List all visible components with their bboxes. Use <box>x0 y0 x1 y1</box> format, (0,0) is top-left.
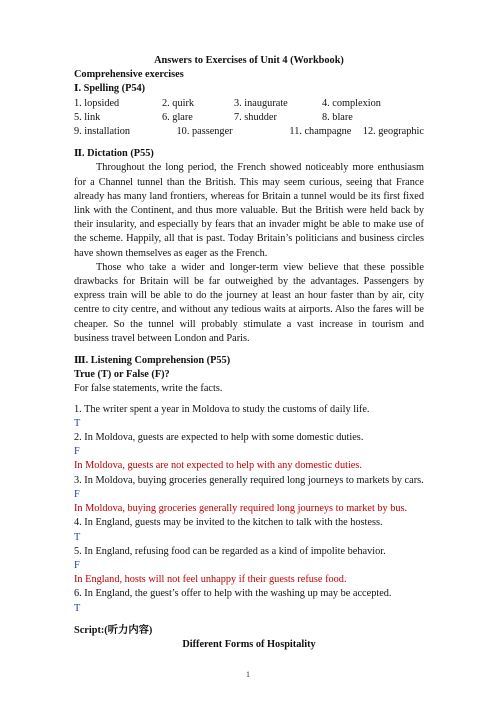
question-3: 3. In Moldova, buying groceries generally required long journeys to markets by cars. <box>74 474 424 486</box>
document-title: Answers to Exercises of Unit 4 (Workbook) <box>154 55 344 66</box>
true-false-heading: True (T) or False (F)? <box>74 369 170 381</box>
script-title: Different Forms of Hospitality <box>182 638 316 650</box>
answer-1: T <box>74 417 81 429</box>
listening-heading: Ⅲ. Listening Comprehension (P55) <box>74 355 231 367</box>
fact-3: In Moldova, buying groceries generally required long journeys to market by bus. <box>74 503 408 515</box>
spelling-row-2: 5. link 6. glare 7. shudder 8. blare <box>74 111 353 123</box>
question-1: 1. The writer spent a year in Moldova to study the customs of daily life. <box>74 403 370 415</box>
fact-5: In England, hosts will not feel unhappy if their guests refuse food. <box>74 574 347 586</box>
spelling-row-3: 9. installation 10. passenger 11. champagne 12. geographic <box>74 126 424 138</box>
listening-instruction: For false statements, write the facts. <box>74 383 223 395</box>
question-2: 2. In Moldova, guests are expected to help with some domestic duties. <box>74 432 364 444</box>
document-page <box>74 54 424 652</box>
answer-4: T <box>74 531 81 543</box>
dictation-heading: Ⅱ. Dictation (P55) <box>74 148 154 160</box>
script-heading: Script:(听力内容) <box>74 624 153 636</box>
page-number: 1 <box>246 670 250 679</box>
section-heading-comprehensive: Comprehensive exercises <box>74 69 184 81</box>
answer-6: T <box>74 602 81 614</box>
question-6: 6. In England, the guest’s offer to help with the washing up may be accepted. <box>74 588 392 600</box>
answer-3: F <box>74 488 80 500</box>
question-5: 5. In England, refusing food can be regarded as a kind of impolite behavior. <box>74 545 386 557</box>
dictation-paragraph-2: Those who take a wider and longer-term view believe that these possible drawbacks for Britain will be far outweighed by the advantages. Passengers by express train will be able to do the journey at least an hour faster than by air, city centre to city centre, and without any tedious waits at airports. Also the fares will be cheaper. So the tunnel will probably stimulate a vast increase in tourism and business travel between London and Paris. <box>74 261 424 344</box>
spelling-row-1: 1. lopsided 2. quirk 3. inaugurate 4. complexion <box>74 97 381 109</box>
dictation-paragraph-1: Throughout the long period, the French showed noticeably more enthusiasm for a Channel tunnel than the British. This may seem curious, seeing that France already has many land frontiers, whereas for Britain a tunnel would be its first fixed link with the Continent, and thus more valuable. But the British were held back by their insularity, and especially by fears that an invader might be able to make use of the scheme. Happily, all that is past. Today Britain’s politicians and business circles have shown themselves as eager as the French. <box>74 162 424 259</box>
fact-2: In Moldova, guests are not expected to help with any domestic duties. <box>74 460 362 472</box>
answer-2: F <box>74 446 80 458</box>
answer-5: F <box>74 559 80 571</box>
spelling-heading: Ⅰ. Spelling (P54) <box>74 83 146 95</box>
question-4: 4. In England, guests may be invited to the kitchen to talk with the hostess. <box>74 517 383 529</box>
